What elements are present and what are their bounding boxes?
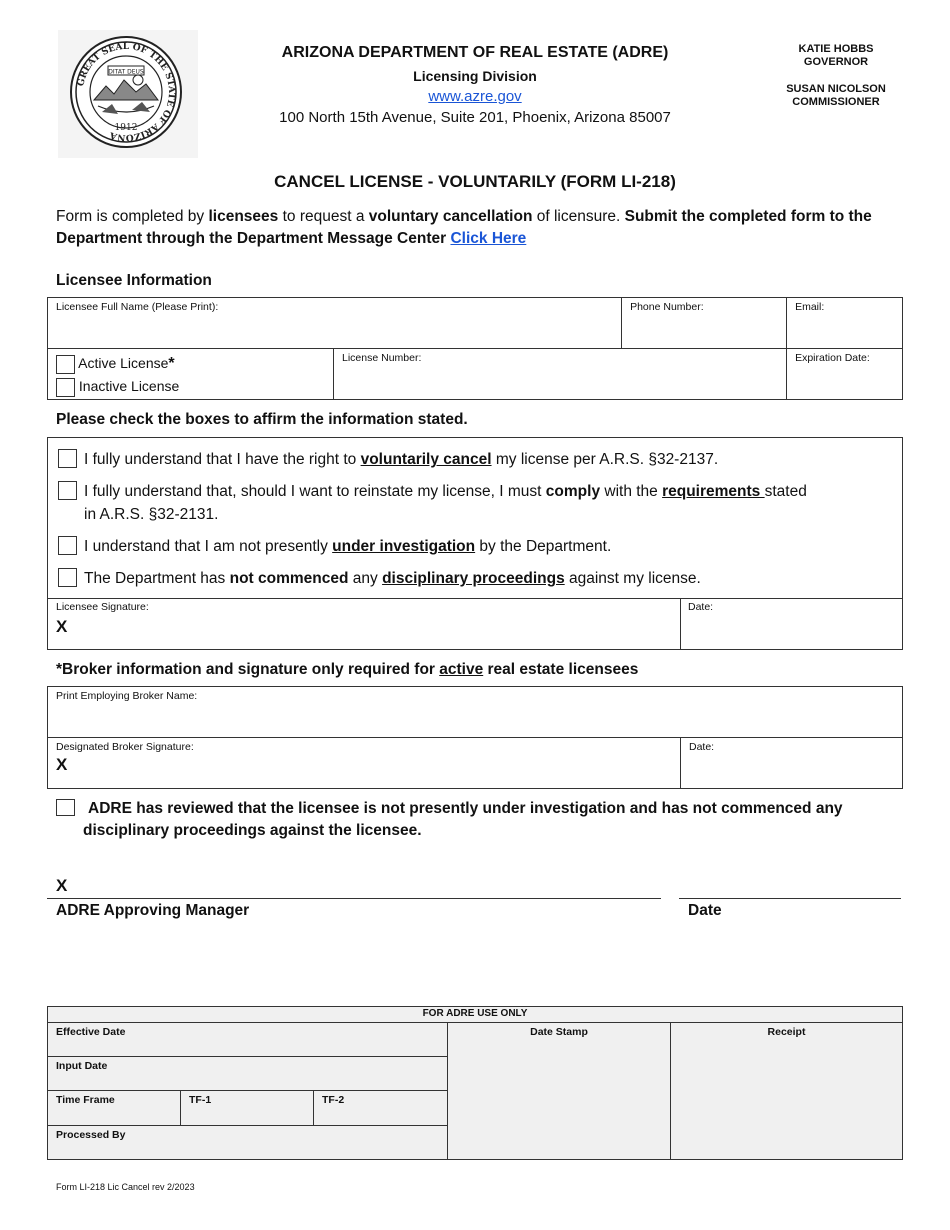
affirm-text: voluntarily cancel	[360, 451, 492, 468]
form-title: CANCEL LICENSE - VOLUNTARILY (FORM LI-218)	[274, 172, 676, 191]
broker-heading	[56, 661, 638, 679]
active-license-label: Active License	[78, 355, 169, 371]
agency-block	[240, 44, 710, 126]
agency-address: 100 North 15th Avenue, Suite 201, Phoenix, Arizona 85007	[279, 109, 671, 126]
commissioner-name: SUSAN NICOLSON	[786, 83, 886, 95]
agency-name: ARIZONA DEPARTMENT OF REAL ESTATE (ADRE)	[281, 44, 669, 61]
intro-paragraph	[56, 206, 906, 250]
time-frame-cell	[48, 1091, 181, 1126]
date-stamp-cell	[448, 1023, 671, 1160]
intro-text: licensees	[208, 208, 279, 225]
receipt-label: Receipt	[767, 1026, 806, 1038]
adre-review-line2: disciplinary proceedings against the licensee.	[83, 822, 422, 839]
governor-title: GOVERNOR	[803, 56, 869, 68]
officials-block	[770, 43, 902, 109]
affirm-checkbox-3[interactable]	[58, 536, 77, 555]
effective-date-cell	[48, 1023, 448, 1057]
affirm-heading: Please check the boxes to affirm the information stated.	[56, 411, 468, 428]
affirm-checkbox-4[interactable]	[58, 568, 77, 587]
manager-signature-x: X	[56, 876, 68, 895]
intro-text: to request a	[278, 208, 369, 225]
intro-text: Form is completed by	[56, 208, 209, 225]
affirm-text: requirements	[662, 483, 765, 500]
affirm-text: under investigation	[332, 538, 476, 555]
affirm-text: not commenced	[229, 570, 349, 587]
tf1-label: TF-1	[189, 1094, 212, 1106]
processed-by-cell	[48, 1126, 448, 1160]
phone-field[interactable]	[622, 298, 787, 349]
tf2-cell	[314, 1091, 448, 1126]
full-name-label: Licensee Full Name (Please Print):	[56, 301, 219, 313]
licensee-signature-x: X	[56, 617, 68, 636]
intro-text: voluntary cancellation	[368, 208, 533, 225]
broker-heading-text: *Broker information and signature only required for	[56, 661, 440, 678]
broker-name-label: Print Employing Broker Name:	[56, 690, 198, 702]
adre-review-line1: ADRE has reviewed that the licensee is not presently under investigation and has not commenced any	[88, 800, 843, 817]
inactive-license-label: Inactive License	[78, 378, 180, 394]
affirmation-box	[47, 437, 903, 650]
expiration-date-field[interactable]	[787, 349, 903, 400]
division-name: Licensing Division	[413, 68, 537, 84]
manager-date-line[interactable]	[679, 898, 901, 899]
state-seal	[58, 30, 198, 158]
affirm-text: in A.R.S. §32-2131.	[84, 506, 219, 523]
affirm-text: I fully understand that I have the right to	[84, 451, 361, 468]
licensee-date-field[interactable]	[681, 598, 902, 649]
time-frame-label: Time Frame	[56, 1094, 115, 1106]
email-label: Email:	[795, 301, 825, 313]
manager-label: ADRE Approving Manager	[56, 902, 250, 919]
date-stamp-label: Date Stamp	[530, 1026, 588, 1038]
affirm-text: any	[348, 570, 383, 587]
licensee-info-heading: Licensee Information	[56, 272, 212, 289]
governor-name: KATIE HOBBS	[798, 43, 874, 55]
seal-ring-text: GREAT SEAL OF THE STATE OF ARIZONA	[76, 41, 177, 143]
commissioner-title: COMMISSIONER	[792, 96, 880, 108]
license-status-cell	[48, 349, 334, 400]
broker-signature-label: Designated Broker Signature:	[56, 741, 194, 753]
expiration-date-label: Expiration Date:	[795, 352, 870, 364]
asterisk: *	[168, 355, 175, 372]
licensee-date-label: Date:	[688, 601, 714, 613]
affirm-text: stated	[764, 483, 807, 500]
license-number-field[interactable]	[334, 349, 787, 400]
affirm-text: I understand that I am not presently	[84, 538, 333, 555]
receipt-cell	[671, 1023, 903, 1160]
affirm-text: against my license.	[564, 570, 701, 587]
tf1-cell	[181, 1091, 314, 1126]
tf2-label: TF-2	[322, 1094, 345, 1106]
broker-signature-x: X	[56, 755, 68, 774]
active-license-checkbox[interactable]	[56, 355, 75, 374]
affirm-text: The Department has	[84, 570, 230, 587]
intro-text: of licensure.	[532, 208, 625, 225]
website-link[interactable]: www.azre.gov	[428, 88, 522, 105]
broker-table	[47, 686, 903, 789]
manager-date-label: Date	[688, 902, 722, 919]
inactive-license-option[interactable]	[56, 375, 325, 397]
affirm-text: disciplinary proceedings	[382, 570, 565, 587]
inactive-license-checkbox[interactable]	[56, 378, 75, 397]
active-license-option[interactable]	[56, 352, 325, 375]
affirm-checkbox-2[interactable]	[58, 481, 77, 500]
broker-date-field[interactable]	[681, 738, 903, 789]
broker-signature-field[interactable]	[48, 738, 681, 789]
affirm-text: comply	[545, 483, 601, 500]
message-center-link[interactable]: Click Here	[450, 230, 527, 247]
broker-heading-text: active	[439, 661, 484, 678]
broker-name-field[interactable]	[48, 687, 903, 738]
email-field[interactable]	[787, 298, 903, 349]
input-date-label: Input Date	[56, 1060, 108, 1072]
manager-signature-line[interactable]	[47, 898, 661, 899]
input-date-cell	[48, 1057, 448, 1091]
form-footer-id: Form LI-218 Lic Cancel rev 2/2023	[56, 1182, 195, 1192]
effective-date-label: Effective Date	[56, 1026, 126, 1038]
intro-text: Submit the completed form to the Department through the Department Message Center	[56, 208, 872, 247]
affirm-text: with the	[600, 483, 663, 500]
affirm-text: I fully understand that, should I want to reinstate my license, I must	[84, 483, 546, 500]
licensee-signature-label: Licensee Signature:	[56, 601, 149, 613]
license-number-label: License Number:	[342, 352, 422, 364]
licensee-info-table	[47, 297, 903, 400]
processed-by-label: Processed By	[56, 1129, 126, 1141]
affirm-checkbox-1[interactable]	[58, 449, 77, 468]
adre-use-only-table	[47, 1006, 903, 1160]
adre-use-only-title: FOR ADRE USE ONLY	[48, 1007, 903, 1023]
affirm-text: my license per A.R.S. §32-2137.	[491, 451, 719, 468]
seal-year: 1912	[114, 123, 138, 133]
broker-date-label: Date:	[689, 741, 715, 753]
phone-label: Phone Number:	[630, 301, 704, 313]
affirm-text: by the Department.	[475, 538, 612, 555]
seal-motto: DITAT DEUS	[108, 68, 144, 76]
full-name-field[interactable]	[48, 298, 622, 349]
broker-heading-text: real estate licensees	[483, 661, 639, 678]
adre-review-checkbox[interactable]	[56, 799, 75, 816]
licensee-signature-field[interactable]	[48, 598, 680, 649]
